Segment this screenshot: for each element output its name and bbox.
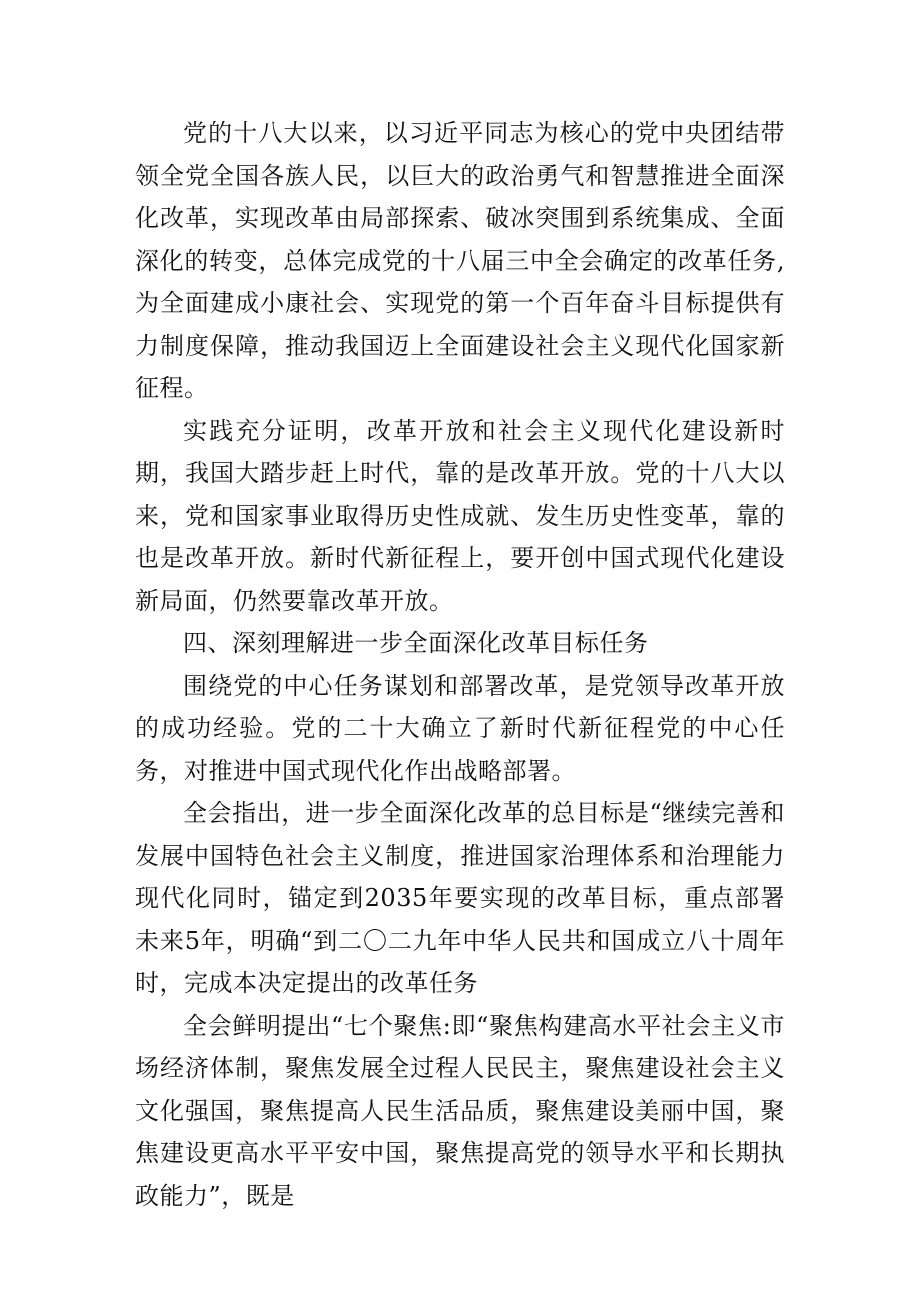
paragraph-1: 党的十八大以来，以习近平同志为核心的党中央团结带领全党全国各族人民，以巨大的政治勇气和智慧推进全面深化改革，实现改革由局部探索、破冰突围到系统集成、全面深化的转变，总体完成党的十八届三中全会确定的改革任务,为全面建成小康社会、实现党的第一个百年奋斗目标提供有力制度保障，推动我国迈上全面建设社会主义现代化国家新征程。 xyxy=(135,119,785,402)
section-heading: 四、深刻理解进一步全面深化改革目标任务 xyxy=(183,629,649,657)
paragraph-2: 实践充分证明，改革开放和社会主义现代化建设新时期，我国大踏步赶上时代，靠的是改革开放。党的十八大以来，党和国家事业取得历史性成就、发生历史性变革，靠的也是改革开放。新时代新征程上，要开创中国式现代化建设新局面，仍然要靠改革开放。 xyxy=(135,416,785,615)
paragraph-5: 全会鲜明提出“七个聚焦:即“聚焦构建高水平社会主义市场经济体制，聚焦发展全过程人民民主，聚焦建设社会主义文化强国，聚焦提高人民生活品质，聚焦建设美丽中国，聚焦建设更高水平平安中国，聚焦提高党的领导水平和长期执政能力”，既是 xyxy=(135,1011,785,1210)
document-body xyxy=(135,112,785,1217)
paragraph-3: 围绕党的中心任务谋划和部署改革，是党领导改革开放的成功经验。党的二十大确立了新时代新征程党的中心任务，对推进中国式现代化作出战略部署。 xyxy=(135,671,785,785)
paragraph-4: 全会指出，进一步全面深化改革的总目标是“继续完善和发展中国特色社会主义制度，推进国家治理体系和治理能力现代化同时，锚定到2035年要实现的改革目标，重点部署未来5年，明确“到二〇二九年中华人民共和国成立八十周年时，完成本决定提出的改革任务 xyxy=(135,799,785,997)
